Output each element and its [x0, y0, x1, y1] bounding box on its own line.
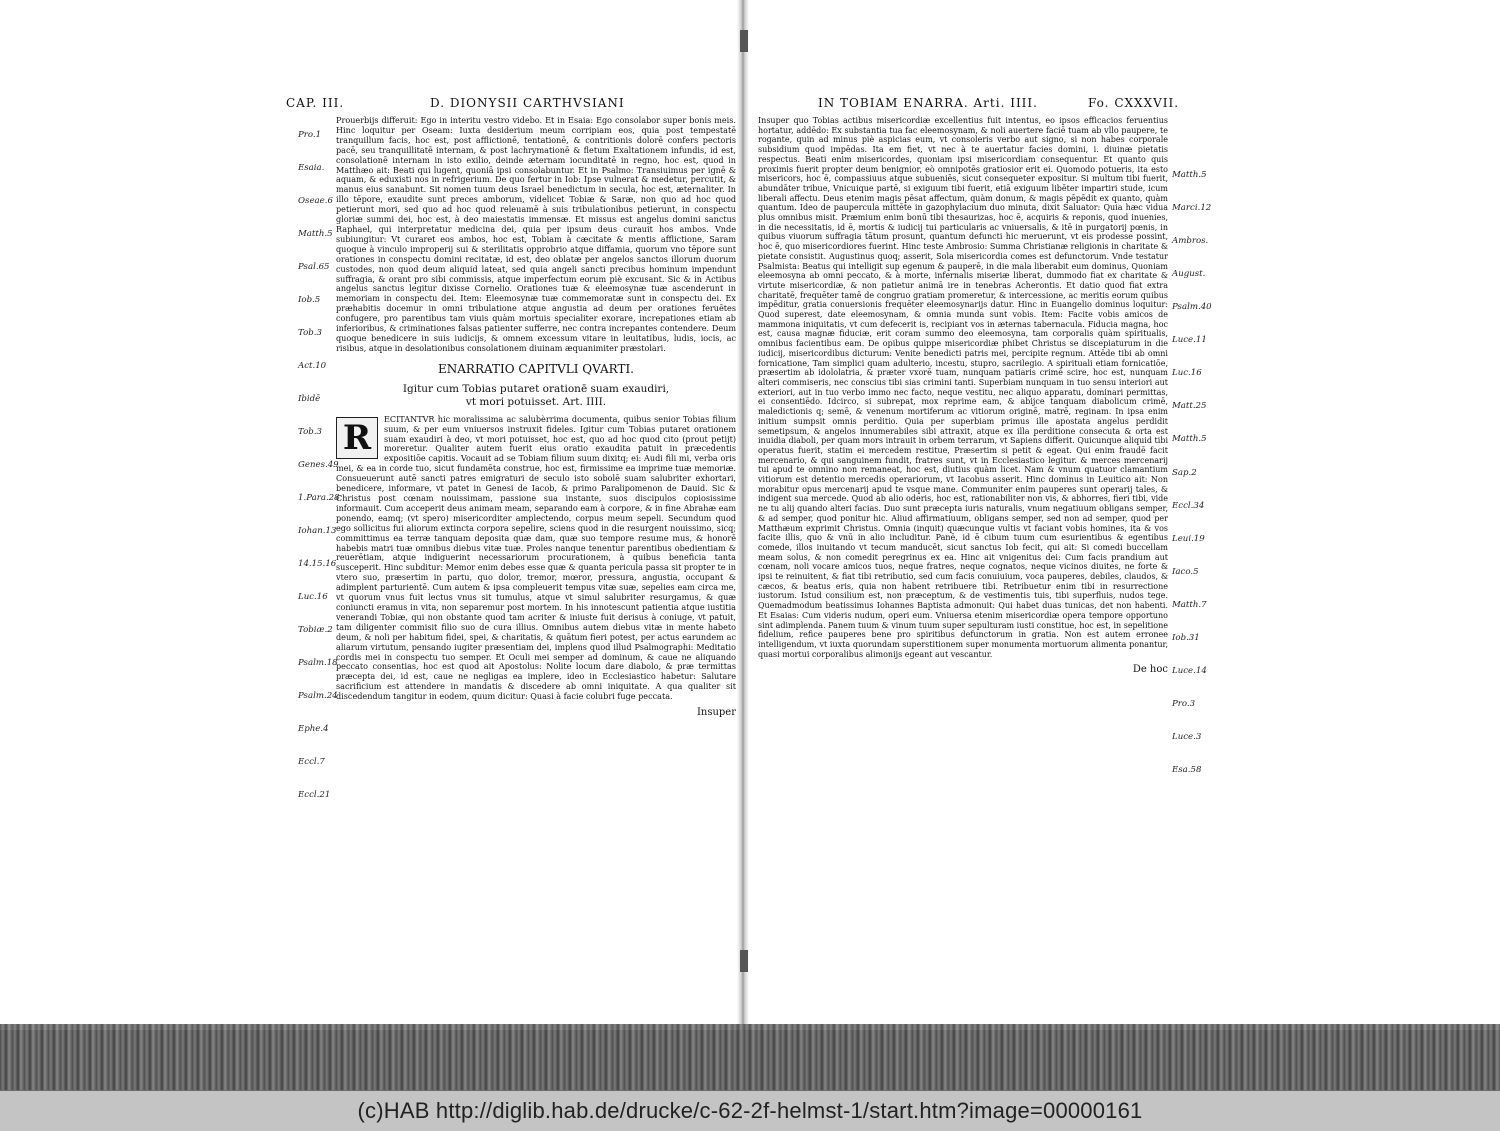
dropcap-initial: R: [336, 417, 378, 459]
right-margin-note: Matth.7: [1172, 600, 1207, 610]
left-margin-note: Ephe.4: [298, 724, 329, 734]
left-margin-note: Genes.49: [298, 460, 339, 470]
left-margin-note: Tob.3: [298, 427, 322, 437]
right-margin-note: Iob.31: [1172, 633, 1200, 643]
left-margin-note: 1.Para.28: [298, 493, 340, 503]
left-margin-note: Iob.5: [298, 295, 321, 305]
left-paragraph-2: ECITANTVR hic moralissima ac salubèrrima documenta, quibus senior Tobias filium suum, & per eum vniuersos instruxit fideles. Igitur cum Tobias putaret orationem suam exaudiri à deo, vt mori potuisset, hoc est, quo ad hoc quod cito (prout petijt) moreretur. Qualiter autem fuerit eius oratio exaudita patuit in præcedentis expositiōe capitis. Vocauit ad se Tobiam filium suum dixitq; ei: Audi fili mi, verba oris mei, & ea in corde tuo, sicut fundamēta construe, hoc est, firmissime ea imprime tuæ memoriæ. Consueuerunt autē sancti patres emigraturi de seculo isto sobolē suam salubriter exhortari, benedicere, informare, vt patet in Genesi de Iacob, & primo Paralipomenon de Dauid. Sic & Christus post cœnam nouissimam, passione sua instante, suos discipulos copiosissime informauit. Cum acceperit deus animam meam, separando eam à corpore, & in fine Abrahæ eam ponendo, eamq; (vt spero) misericorditer amplectendo, corpus meum sepeli. Secundum quod ego sollicitus fui aliorum extincta corpora sepelire, sciens quod in die resurgent nouissimo, sicq; committimus ea terræ tanquam deposita quæ dam, quæ suo tempore resume mus, & honorē habebis matri tuæ omnibus diebus vitæ tuæ. Proles nanque tenentur parentibus obedientiam & reuerētiam, atque indiguerint necessariorum procurationem, à quibus beneficia tanta susceperit. Hinc subditur: Memor enim debes esse quæ & quanta pericula passa sit propter te in vtero suo, præsertim in partu, quo dolor, tremor, mœror, pressura, angustia, occupant & adimplent parturientē. Cum autem & ipsa compleuerit tempus vitæ suæ, sepelies eam circa me, vt quorum vnus fuit lectus vnus sit tumulus, atque vt simul salubriter resurgamus, & quæ coniuncti eramus in vita, non separemur post mortem. In his innotescunt patientia atque iustitia venerandi Tobiæ, qui non obstante quod tam acriter & iniuste fuit derisus à coniuge, vt patuit, tam diligenter commisit filio suo de cura illius. Omnibus autem diebus vitæ in mente habeto deum, & noli per habitum fidei, spei, & charitatis, & quātum fieri potest, per actus earundem ac aliarum virtutum, pensando iugiter præsentiam dei, implens quod illud Psalmographi: Meditatio cordis mei in conspectu tuo semper. Et Oculi mei semper ad dominum, & caue ne aliquando peccato consentias, hoc est quod ait Apostolus: Nolite locum dare diabolo, & præ termittas præcepta dei, id est, caue ne negligas ea implere, ideo in Ecclesiastico habetur: Salutare sacrificium est attendere in mandatis & discedere ab omni iniquitate. A qua qualiter sit discedendum tangitur in eodem, quum dicitur: Quasi à facie colubri fuge peccata.: [336, 413, 736, 702]
left-margin-note: Psalm.24: [298, 691, 338, 701]
left-running-title: D. DIONYSII CARTHVSIANI: [430, 96, 625, 110]
left-margin-note: 14.15.16: [298, 559, 337, 569]
left-margin-note: Oseae.6: [298, 196, 333, 206]
right-margin-note: Sap.2: [1172, 468, 1197, 478]
left-margin-note: Tobiæ.2: [298, 625, 333, 635]
right-margin-note: Psalm.40: [1172, 302, 1212, 312]
right-margin-note: Luc.16: [1172, 368, 1202, 378]
left-text-block: [336, 116, 736, 720]
left-margin-note: Ibidē: [298, 394, 321, 404]
section-subtitle-1: Igitur cum Tobias putaret orationē suam exaudiri,: [402, 382, 670, 395]
book-gutter: [737, 0, 749, 1030]
right-margin-note: Matt.25: [1172, 401, 1207, 411]
footer-bar: [0, 1091, 1500, 1131]
left-margin-note: Luc.16: [298, 592, 328, 602]
left-margin-note: Eccl.7: [298, 757, 325, 767]
right-margin-note: Luce.3: [1172, 732, 1202, 742]
right-margin-note: Esa.58: [1172, 765, 1202, 775]
right-margin-note: August.: [1172, 269, 1206, 279]
right-margin-note: Eccl.34: [1172, 501, 1205, 511]
right-text-block: [758, 116, 1168, 677]
right-margin-note: Matth.5: [1172, 170, 1207, 180]
right-paragraph-1: Insuper quo Tobias actibus misericordiæ excellentius fuit intentus, eo ipsos efficacios feruentius hortatur, addēdo: Ex substantia tua fac eleemosynam, & noli auertere faciē tuam ab vllo paupere, te rogante, quin ad minus piè aspicias eum, vt consoleris verbo aut signo, si non habes corporale subsidium quod impēdas. Ita em fiet, vt nec à te auertatur facies domini, i. diuinæ pietatis respectus. Beati enim misericordes, quoniam ipsi misericordiam consequentur. Et quanto quis proximis fuerit propter deum benignior, eò omnipotēs gratiosior erit ei. Quomodo potueris, ita esto misericors, hoc ē, compassiuus atque subueniēs, sicut consequeter expositur. Si multum tibi fuerit, abundāter tribue, Vnicuique partē, si exiguum tibi fuerit, etiā exiguum libēter impartiri stude, icum liberali affectu. Deus etenim magis pēsat affectum, quàm donum, & magis pēpēdit ex quanto, quàm quantum. Ideo de paupercula mittēte in gazophylacium duo minuta, dixit Saluator: Quia hæc vidua plus omnibus misit. Præmium enim bonū tibi thesaurizas, hoc ē, acquiris & reponis, quod inuenies, in die necessitatis, id ē, mortis & iudicij tui particularis ac vniuersalis, & itē in purgatorij pœnis, in quibus viuorum suffragia tātum prosunt, quantum defuncti hic meruerunt, vt eis prodesse possint, hoc ē, quo misericordiores fuerint. Hinc teste Ambrosio: Summa Christianæ religionis in charitate & pietate consistit. Augustinus quoq; asserit, Sola misericordia comes est defunctorum. Vnde testatur Psalmista: Beatus qui intelligit sup egenum & pauperē, in die mala liberabit eum dominus, Quoniam eleemosyna ab omni peccato, & à morte, infernalis miseriæ liberat, dummodo fiat ex charitate & virtute misericordiæ, & non patietur animā ire in tenebras Acherontis. Et datio quod fiat extra charitatē, frequēter tamē de congruo gratiam promeretur, & intercessione, ac meritis eorum quibus impēditur, gratia conuersionis frequēter eleemosynarijs datur. Hinc in Euangelio dominus loquitur: Quod superest, date eleemosynam, & omnia munda sunt vobis. Item: Facite vobis amicos de mammona iniquitatis, vt cum defecerit is, recipiant vos in æternas tabernacula. Fiducia magna, hoc est, causa magnæ fiduciæ, erit coram summo deo eleemosyna, tam corporalis quàm spiritualis, omnibus facientibus eam. De opibus quippe misericordiæ phibet Christus se discepiaturum in die iudicij, misericordibus dicturum: Venite benedicti patris mei, percipite regnum. Attēde tibi ab omni fornicatione, Tam simplici quam adulterio, incestu, stupro, sacrilegio. A spirituali etiam fornicatiōe, præsertim ab idololatria, & præter vxorē tuam, nunquam patiaris crimē scire, hoc est, nunquam alteri commiseris, nec conscius tibi sias crimini tanti. Superbiam nunquam in tuo sensu interiori aut exteriori, aut in tuo verbo immo nec facto, neque vestitu, nec aliquo apparatu, dominari permittas, ei consentiēdo. Idcirco, si subrepat, mox reprime eam, & abijce tanquam diabolicum crimē, maledictionis q; semē, & venenum mortiferum ac vitiorum originē, matrē, reginam. In ipsa enim initium sumpsit omnis perditio. Quia per superbiam primus ille apostata angelus perdidit semetipsum, & angelos innumerabiles sibi attraxit, atque ex illa perditione consecuta & orta est inuidia diaboli, per quam mors intrauit in orbem terrarum, vt Sapiens differit. Quicunque aliquid tibi operatus fuerit, statim ei mercedem restitue, Præsertim si petit & egeat. Qui enim fraudē facit mercenario, & qui sanguinem fundit, fratres sunt, vt in Ecclesiastico legitur. & merces mercenarij tui apud te omnino non remaneat, hoc est, diutius quàm licet. Nam & vnum quatuor clamantium vitiorum est detentio mercedis operariorum, vt Iacobus asserit. Hinc dominus in Leuitico ait: Non morabitur opus mercenarij apud te vsque mane. Communiter enim pauperes sunt operarij tales, & indigent sua mercede. Quod ab alio oderis, hoc est, rationabiliter non vis, & abhorres, fieri tibi, vide ne tu alij quando alteri facias. Duo sunt præcepta iuris naturalis, vnum negatiuum obligans semper, & ad semper, quod ponitur hic. Aliud affirmatiuum, obligans semper, sed non ad semper, quod per Matthæum exprimit Christus. Omnia (inquit) quæcunque vultis vt faciant vobis homines, ita & vos facite illis, quo & vnū in alio includitur. Panē, id ē cibum tuum cum esurientibus & egentibus comede, illos inuitando vt tecum manducēt, sicut sanctus Iob fecit, qui ait: Si comedi buccellam meam solus, & non comedit peregrinus ex ea. Hinc ait vnigenitus dei: Cum facis prandium aut cœnam, noli vocare amicos tuos, neque fratres, neque cognatos, neque vicinos diuites, ne forte & ipsi te reinuitent, & fiat tibi retributio, sed cum facis conuiuium, voca pauperes, debiles, claudos, & cæcos, & beatus eris, quia non habent retribuere tibi. Retribuetur enim tibi in resurrectione iustorum. Istud consilium est, non præceptum, & de vestimentis tuis, tibi superfluis, nudos tege. Quemadmodum beatissimus Iohannes Baptista admonuit: Qui habet duas tunicas, det non habenti. Et Esaias: Cum videris nudum, operi eum. Vniuersa etenim misericordiæ opera tempore opportuno sint adimplenda. Panem tuum & vinum tuum super sepulturam iusti constitue, hoc est, in sepelitione fidelium, refice pauperes bene pro spiritibus defunctorum in gratia. Non est autem erronee intelligendum, vt iuxta quorundam superstitionem super monumenta mortuorum alimenta ponantur, quasi mortui corporalibus alimonijs egeant aut vescantur.: [758, 116, 1168, 659]
left-margin-note: Iohan.13: [298, 526, 337, 536]
footer-credit: (c)HAB http://diglib.hab.de/drucke/c-62-2f-helmst-1/start.htm?image=00000161: [357, 1098, 1143, 1123]
left-margin-note: Tob.3: [298, 328, 322, 338]
right-margin-note: Iaco.5: [1172, 567, 1199, 577]
left-margin-note: Act.10: [298, 361, 327, 371]
binding-mark-top: [740, 30, 748, 52]
left-margin-note: Matth.5: [298, 229, 333, 239]
section-title: ENARRATIO CAPITVLI QVARTI.: [438, 361, 634, 376]
right-margin-note: Marci.12: [1172, 203, 1212, 213]
right-page: [758, 116, 1168, 677]
left-margin-note: Pro.1: [298, 130, 322, 140]
right-running-title: IN TOBIAM ENARRA. Arti. IIII.: [818, 96, 1038, 110]
section-subtitle-2: vt mori potuisset. Art. IIII.: [465, 395, 607, 408]
left-margin-note: Esaia.: [298, 163, 325, 173]
right-margin-note: Luce.11: [1172, 335, 1207, 345]
folio-number: Fo. CXXXVII.: [1088, 96, 1180, 110]
right-margin-note: Ambros.: [1172, 236, 1209, 246]
scan-edge-noise: [0, 1024, 1500, 1090]
left-page: [336, 116, 736, 720]
left-margin-note: Eccl.21: [298, 790, 331, 800]
right-margin-note: Pro.3: [1172, 699, 1196, 709]
binding-mark-bottom: [740, 950, 748, 972]
left-margin-note: Psal.65: [298, 262, 330, 272]
left-catchword: Insuper: [696, 707, 736, 719]
left-chapter-label: CAP. III.: [286, 96, 345, 110]
right-margin-note: Luce.14: [1172, 666, 1207, 676]
right-catchword: De hoc: [1132, 664, 1168, 676]
left-paragraph-1: Prouerbijs differuit: Ego in interitu vestro videbo. Et in Esaia: Ego consolabor super bonis meis. Hinc loquitur per Oseam: Iuxta desiderium meum corripiam eos, quia post tempestatē tranquillum facis, hoc est, post afflictionē, tentationē, & contritionis dolorē confers pectoris pacē, seu tranquillitatē internam, & post lachrymationē & fletum Exaltationem infundis, id est, consolationē internam in isto exilio, deinde æternam iocunditatē in regno, hoc est, quod in Matthæo ait: Beati qui lugent, quoniā ipsi consolabuntur. Et in Psalmo: Transiuimus per ignē & aquam, & eduxisti nos in refrigerium. De quo fertur in Iob: Ipse vulnerat & medetur, percutit, & manus eius sanabunt. Sit nomen tuum deus Israel benedictum in secula, hoc est, æternaliter. In illo tēpore, exaudite sunt preces amborum, videlicet Tobiæ & Saræ, non quo ad hoc quod petierunt mori, sed quo ad hoc quod releuamē à suis tribulationibus petierunt, in conspectu gloriæ summi dei, hoc est, à deo maiestatis immensæ. Et missus est angelus domini sanctus Raphael, qui interpretatur medicina dei, quia per ipsum deus curauit hos ambos. Vnde subiungitur: Vt curaret eos ambos, hoc est, Tobiam à cæcitate & mentis afflictione, Saram quoque à vinculo improperij sui & sterilitatis opprobrio atque diffamia, quorum vno tēpore sunt orationes in conspectu domini recitatæ, id est, deo oblatæ per angelos sanctos illorum duorum custodes, non quod deum aliquid lateat, sed quia angeli sancti precibus hominum impendunt suffragia, & orant pro sibi commissis, atque imperfectum eorum piè excusant. Sic & in Actibus angelus sanctus legitur dixisse Cornelio. Orationes tuæ & eleemosynæ tuæ ascenderunt in memoriam in conspectu dei. Item: Eleemosynæ tuæ commemoratæ sunt in conspectu dei. Ex præhabitis docemur in omni tribulatione atque angustia ad deum per orationes feruētes confugere, pro parentibus tam viuis quàm mortuis specialiter exorare, increpationes etiam ab inferioribus, & criminationes falsas patienter sufferre, nec contra increpantes contendere. Deum quoque benedicere in suis iudicijs, & omnem excessum vitare in leuitatibus, ludis, iocis, ac risibus, atque in desolationibus consolationem diuinam æquanimiter præstolari.: [336, 115, 736, 353]
right-margin-note: Matth.5: [1172, 434, 1207, 444]
left-margin-note: Psalm.18: [298, 658, 338, 668]
right-margin-note: Leui.19: [1172, 534, 1205, 544]
